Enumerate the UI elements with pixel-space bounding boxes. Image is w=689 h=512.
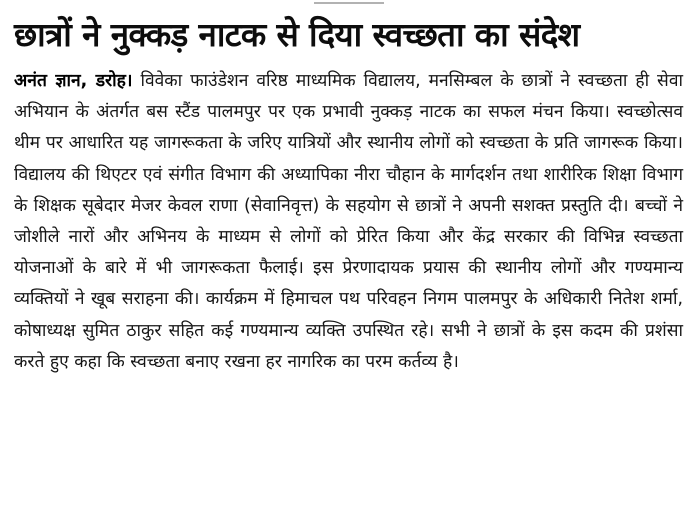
article-body bbox=[14, 66, 683, 378]
article-text: विवेका फाउंडेशन वरिष्ठ माध्यमिक विद्यालय, मनसिम्बल के छात्रों ने स्वच्छता ही सेवा अभियान के अंतर्गत बस स्टैंड पालमपुर पर एक प्रभावी नुक्कड़ नाटक का सफल मंचन किया। स्वच्छोत्सव थीम पर आधारित यह जागरूकता के जरिए यात्रियों और स्थानीय लोगों को स्वच्छता के प्रति जागरूक किया। विद्यालय की थिएटर एवं संगीत विभाग की अध्यापिका नीरा चौहान के मार्गदर्शन तथा शारीरिक शिक्षा विभाग के शिक्षक सूबेदार मेजर केवल राणा (सेवानिवृत्त) के सहयोग से छात्रों ने अपनी सशक्त प्रस्तुति दी। बच्चों ने जोशीले नारों और अभिनय के माध्यम से लोगों को प्रेरित किया और केंद्र सरकार की विभिन्न स्वच्छता योजनाओं के बारे में भी जागरूकता फैलाई। इस प्रेरणादायक प्रयास की स्थानीय लोगों और गण्यमान्य व्यक्तियों ने खूब सराहना की। कार्यक्रम में हिमाचल पथ परिवहन निगम पालमपुर के अधिकारी नितेश शर्मा, कोषाध्यक्ष सुमित ठाकुर सहित कई गण्यमान्य व्यक्ति उपस्थित रहे। सभी ने छात्रों के इस कदम की प्रशंसा करते हुए कहा कि स्वच्छता बनाए रखना हर नागरिक का परम कर्तव्य है। bbox=[14, 71, 683, 372]
previous-article-edge bbox=[14, 0, 683, 6]
headline: छात्रों ने नुक्कड़ नाटक से दिया स्वच्छता का संदेश bbox=[14, 15, 580, 54]
byline: अनंत ज्ञान, डरोह। bbox=[14, 71, 133, 91]
